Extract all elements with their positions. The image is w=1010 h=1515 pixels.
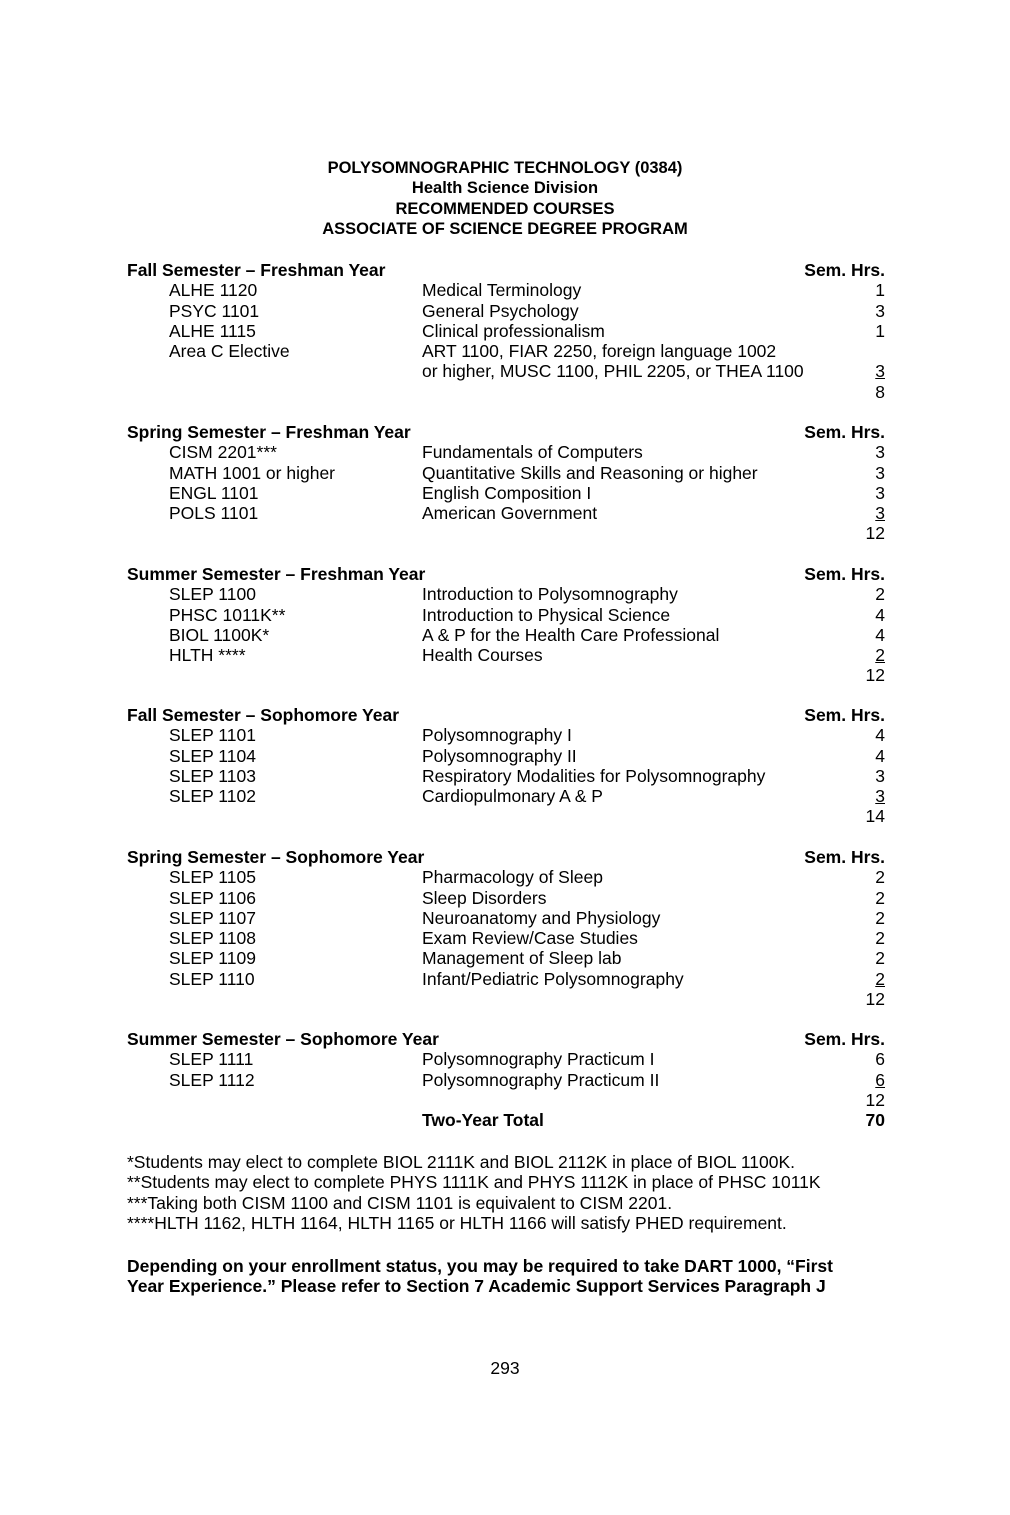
course-name: Quantitative Skills and Reasoning or higher bbox=[422, 462, 758, 483]
course-name: ART 1100, FIAR 2250, foreign language 1002 bbox=[422, 341, 777, 362]
course-name: Neuroanatomy and Physiology bbox=[422, 907, 661, 928]
course-row bbox=[127, 503, 885, 523]
page-number: 293 bbox=[490, 1358, 520, 1378]
semester-title: Spring Semester – Sophomore Year bbox=[127, 847, 425, 867]
course-code: PHSC 1011K** bbox=[169, 604, 286, 625]
course-code: SLEP 1103 bbox=[169, 765, 256, 786]
course-code: SLEP 1101 bbox=[169, 725, 256, 746]
footnote: **Students may elect to complete PHYS 1111K and PHYS 1112K in place of PHSC 1011K bbox=[127, 1172, 821, 1193]
semester-title: Fall Semester – Freshman Year bbox=[127, 260, 386, 280]
semester-title: Summer Semester – Freshman Year bbox=[127, 564, 426, 584]
semester-block bbox=[127, 564, 885, 686]
course-code: SLEP 1109 bbox=[169, 948, 256, 969]
course-row bbox=[127, 280, 885, 300]
course-code: SLEP 1112 bbox=[169, 1069, 255, 1090]
course-code: SLEP 1100 bbox=[169, 584, 256, 605]
footnote: ****HLTH 1162, HLTH 1164, HLTH 1165 or HLTH 1166 will satisfy PHED requirement. bbox=[127, 1212, 787, 1233]
course-name: Cardiopulmonary A & P bbox=[422, 786, 603, 807]
course-row bbox=[127, 888, 885, 908]
course-credit: 3 bbox=[875, 462, 885, 483]
footnote: *Students may elect to complete BIOL 2111K and BIOL 2112K in place of BIOL 1100K. bbox=[127, 1152, 795, 1172]
course-credit: 3 bbox=[875, 300, 885, 321]
sem-hrs-label: Sem. Hrs. bbox=[804, 847, 885, 867]
course-code: ENGL 1101 bbox=[169, 482, 259, 503]
course-name: Fundamentals of Computers bbox=[422, 442, 643, 463]
course-name: Respiratory Modalities for Polysomnography bbox=[422, 765, 766, 786]
course-credit: 2 bbox=[875, 867, 885, 888]
semester-total-row bbox=[127, 523, 885, 543]
course-name: Polysomnography Practicum II bbox=[422, 1069, 660, 1090]
sem-hrs-label: Sem. Hrs. bbox=[804, 422, 885, 442]
semester-block bbox=[127, 1029, 885, 1110]
sem-hrs-label: Sem. Hrs. bbox=[804, 564, 885, 584]
course-credit: 3 bbox=[875, 442, 885, 463]
course-row bbox=[127, 483, 885, 503]
course-code: CISM 2201*** bbox=[169, 442, 277, 463]
grand-total bbox=[127, 1110, 885, 1130]
course-credit: 2 bbox=[875, 584, 885, 605]
grand-total-value: 70 bbox=[865, 1110, 885, 1130]
course-code: SLEP 1106 bbox=[169, 887, 256, 908]
semester-title: Fall Semester – Sophomore Year bbox=[127, 705, 400, 725]
course-name: Polysomnography Practicum I bbox=[422, 1049, 655, 1070]
course-credit: 2 bbox=[875, 968, 885, 989]
semester-title: Spring Semester – Freshman Year bbox=[127, 422, 411, 442]
course-row bbox=[127, 625, 885, 645]
section-heading: RECOMMENDED COURSES bbox=[395, 199, 615, 218]
course-code: HLTH **** bbox=[169, 645, 246, 666]
semester-heading bbox=[127, 564, 885, 584]
sem-hrs-label: Sem. Hrs. bbox=[804, 260, 885, 280]
course-name: Introduction to Physical Science bbox=[422, 604, 671, 625]
course-name: Sleep Disorders bbox=[422, 887, 547, 908]
course-name: A & P for the Health Care Professional bbox=[422, 624, 720, 645]
semester-heading bbox=[127, 260, 885, 280]
course-name: General Psychology bbox=[422, 300, 579, 321]
course-row bbox=[127, 1049, 885, 1069]
course-credit: 2 bbox=[875, 948, 885, 969]
course-name: Health Courses bbox=[422, 645, 543, 666]
course-credit: 3 bbox=[875, 482, 885, 503]
semester-total-row bbox=[127, 1090, 885, 1110]
course-row bbox=[127, 442, 885, 462]
course-credit: 4 bbox=[875, 725, 885, 746]
course-name: Introduction to Polysomnography bbox=[422, 584, 678, 605]
semester-total-row bbox=[127, 806, 885, 826]
semester-block bbox=[127, 705, 885, 827]
degree-heading: ASSOCIATE OF SCIENCE DEGREE PROGRAM bbox=[322, 219, 688, 238]
course-code: SLEP 1102 bbox=[169, 786, 256, 807]
course-credit: 3 bbox=[875, 786, 885, 807]
course-row bbox=[127, 341, 885, 361]
course-name: Management of Sleep lab bbox=[422, 948, 622, 969]
course-name: English Composition I bbox=[422, 482, 592, 503]
advice-line: Depending on your enrollment status, you may be required to take DART 1000, “First bbox=[127, 1256, 833, 1276]
course-code: SLEP 1107 bbox=[169, 907, 256, 928]
course-row bbox=[127, 584, 885, 604]
course-row bbox=[127, 725, 885, 745]
course-code: MATH 1001 or higher bbox=[169, 462, 336, 483]
semester-total-row bbox=[127, 665, 885, 685]
advice-line: Year Experience.” Please refer to Section 7 Academic Support Services Paragraph J bbox=[127, 1276, 826, 1297]
footnotes bbox=[127, 1152, 887, 1233]
enrollment-advice bbox=[127, 1256, 887, 1297]
course-credit: 4 bbox=[875, 745, 885, 766]
course-code: SLEP 1111 bbox=[169, 1049, 254, 1070]
semester-total: 14 bbox=[865, 806, 885, 827]
course-code: Area C Elective bbox=[169, 341, 290, 362]
course-row bbox=[127, 948, 885, 968]
semester-total: 12 bbox=[865, 523, 885, 544]
course-credit: 2 bbox=[875, 645, 885, 666]
sem-hrs-label: Sem. Hrs. bbox=[804, 1029, 885, 1049]
course-name: Polysomnography II bbox=[422, 745, 577, 766]
course-credit: 4 bbox=[875, 624, 885, 645]
semester-total: 12 bbox=[865, 1089, 885, 1110]
course-code: SLEP 1110 bbox=[169, 968, 255, 989]
semester-total-row bbox=[127, 382, 885, 402]
course-credit: 3 bbox=[875, 765, 885, 786]
course-name: Polysomnography I bbox=[422, 725, 572, 746]
course-row bbox=[127, 969, 885, 989]
semester-block bbox=[127, 260, 885, 402]
semester-total: 12 bbox=[865, 989, 885, 1010]
semester-title: Summer Semester – Sophomore Year bbox=[127, 1029, 439, 1049]
course-row bbox=[127, 766, 885, 786]
course-name: or higher, MUSC 1100, PHIL 2205, or THEA 1100 bbox=[422, 361, 804, 382]
course-name: Exam Review/Case Studies bbox=[422, 928, 638, 949]
course-credit: 2 bbox=[875, 928, 885, 949]
course-row bbox=[127, 301, 885, 321]
course-credit: 2 bbox=[875, 907, 885, 928]
course-row bbox=[127, 786, 885, 806]
semester-heading bbox=[127, 847, 885, 867]
semester-total: 12 bbox=[865, 665, 885, 686]
course-row bbox=[127, 361, 885, 381]
course-name: Clinical professionalism bbox=[422, 320, 605, 341]
document-title bbox=[0, 158, 1010, 239]
course-code: ALHE 1115 bbox=[169, 320, 256, 341]
footnote: ***Taking both CISM 1100 and CISM 1101 is equivalent to CISM 2201. bbox=[127, 1192, 673, 1213]
course-credit: 4 bbox=[875, 604, 885, 625]
course-row bbox=[127, 1070, 885, 1090]
course-row bbox=[127, 605, 885, 625]
course-name: Medical Terminology bbox=[422, 280, 582, 301]
semester-heading bbox=[127, 705, 885, 725]
course-row bbox=[127, 908, 885, 928]
semester-block bbox=[127, 847, 885, 1009]
semester-total-row bbox=[127, 989, 885, 1009]
course-code: ALHE 1120 bbox=[169, 280, 258, 301]
course-name: American Government bbox=[422, 503, 598, 524]
course-row bbox=[127, 746, 885, 766]
semester-total: 8 bbox=[875, 381, 885, 402]
course-credit: 3 bbox=[875, 503, 885, 524]
course-code: PSYC 1101 bbox=[169, 300, 260, 321]
course-code: POLS 1101 bbox=[169, 503, 259, 524]
course-row bbox=[127, 645, 885, 665]
course-row bbox=[127, 463, 885, 483]
semester-heading bbox=[127, 1029, 885, 1049]
semester-heading bbox=[127, 422, 885, 442]
course-credit: 1 bbox=[875, 320, 885, 341]
course-credit: 1 bbox=[875, 280, 885, 301]
course-row bbox=[127, 321, 885, 341]
course-credit: 3 bbox=[875, 361, 885, 382]
course-name: Infant/Pediatric Polysomnography bbox=[422, 968, 684, 989]
course-code: SLEP 1108 bbox=[169, 928, 256, 949]
program-title: POLYSOMNOGRAPHIC TECHNOLOGY (0384) bbox=[327, 159, 683, 177]
course-row bbox=[127, 928, 885, 948]
course-code: SLEP 1105 bbox=[169, 867, 256, 888]
course-row bbox=[127, 867, 885, 887]
course-name: Pharmacology of Sleep bbox=[422, 867, 603, 888]
course-credit: 6 bbox=[875, 1069, 885, 1090]
course-code: SLEP 1104 bbox=[169, 745, 256, 766]
semester-block bbox=[127, 422, 885, 544]
course-code: BIOL 1100K* bbox=[169, 624, 270, 645]
course-credit: 6 bbox=[875, 1049, 885, 1070]
sem-hrs-label: Sem. Hrs. bbox=[804, 705, 885, 725]
grand-total-label: Two-Year Total bbox=[422, 1110, 544, 1130]
course-credit: 2 bbox=[875, 887, 885, 908]
division-name: Health Science Division bbox=[411, 179, 599, 198]
